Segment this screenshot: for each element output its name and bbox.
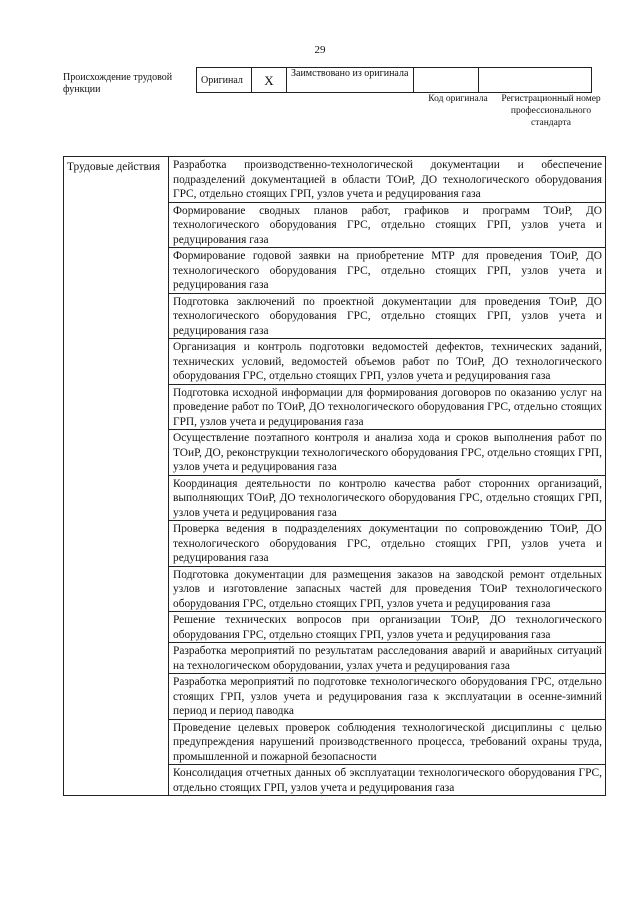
action-cell: Решение технических вопросов при организации ТОиР, ДО технологического оборудования ГРС, отдельно стоящих ГРП, узлов учета и редуцирования газа [169, 612, 606, 643]
code-caption: Код оригинала [428, 94, 488, 104]
action-cell: Подготовка заключений по проектной документации для проведения ТОиР, ДО технологического оборудования ГРС, отдельно стоящих ГРП, узлов учета и редуцирования газа [169, 293, 606, 339]
labor-actions-table [63, 156, 606, 796]
action-cell: Осуществление поэтапного контроля и анализа хода и сроков выполнения работ по ТОиР, ДО, реконструкции технологического оборудования ГРС, отдельно стоящих ГРП, узлов учета и редуцирования газа [169, 430, 606, 476]
action-cell: Проведение целевых проверок соблюдения технологической дисциплины с целью предупреждения нарушений производственного процесса, требований охраны труда, промышленной и пожарной безопасности [169, 719, 606, 765]
action-cell: Разработка производственно-технологической документации и обеспечение подразделений документацией в области ТОиР, ДО технологического оборудования ГРС, отдельно стоящих ГРП, узлов учета и редуцирования газа [169, 157, 606, 203]
action-cell: Разработка мероприятий по результатам расследования аварий и аварийных ситуаций на технологическом оборудовании, узлах учета и редуцирования газа [169, 643, 606, 674]
action-cell: Подготовка документации для размещения заказов на заводской ремонт отдельных узлов и изготовление запасных частей для проведения ТОиР технологического оборудования ГРС, отдельно стоящих ГРП, узлов учета и редуцирования газа [169, 566, 606, 612]
action-cell: Организация и контроль подготовки ведомостей дефектов, технических заданий, технических условий, ведомостей объемов работ по ТОиР, ДО технологического оборудования ГРС, отдельно стоящих ГРП, узлов учета и редуцирования газа [169, 339, 606, 385]
action-cell: Консолидация отчетных данных об эксплуатации технологического оборудования ГРС, отдельно стоящих ГРП, узлов учета и редуцирования газа [169, 765, 606, 796]
action-cell: Разработка мероприятий по подготовке технологического оборудования ГРС, отдельно стоящих ГРП, узлов учета и редуцирования газа к эксплуатации в осенне-зимний период и период паводка [169, 674, 606, 720]
page-number: 29 [314, 44, 326, 56]
action-cell: Формирование годовой заявки на приобретение МТР для проведения ТОиР, ДО технологического оборудования ГРС, отдельно стоящих ГРП, узлов учета и редуцирования газа [169, 248, 606, 294]
action-cell: Подготовка исходной информации для формирования договоров по оказанию услуг на проведение работ по ТОиР, ДО технологического оборудования ГРС, отдельно стоящих ГРП, узлов учета и редуцирования газа [169, 384, 606, 430]
action-cell: Проверка ведения в подразделениях документации по сопровождению ТОиР, ДО технологического оборудования ГРС, отдельно стоящих ГРП, узлов учета и редуцирования газа [169, 521, 606, 567]
origin-table [196, 67, 592, 93]
reg-number-caption: Регистрационный номер профессионального стандарта [501, 94, 601, 128]
origin-label: Происхождение трудовой функции [63, 72, 173, 95]
table-row [64, 157, 606, 203]
reg-number-cell [479, 68, 592, 93]
borrowed-cell: Заимствовано из оригинала [287, 68, 414, 93]
action-cell: Формирование сводных планов работ, графиков и программ ТОиР, ДО технологического оборудования ГРС, отдельно стоящих ГРП, узлов учета и редуцирования газа [169, 202, 606, 248]
original-mark: X [252, 68, 287, 93]
action-cell: Координация деятельности по контролю качества работ сторонних организаций, выполняющих ТОиР, ДО технологического оборудования ГРС, отдельно стоящих ГРП, узлов учета и редуцирования газа [169, 475, 606, 521]
section-label: Трудовые действия [64, 157, 169, 796]
code-cell [414, 68, 479, 93]
original-cell: Оригинал [197, 68, 252, 93]
